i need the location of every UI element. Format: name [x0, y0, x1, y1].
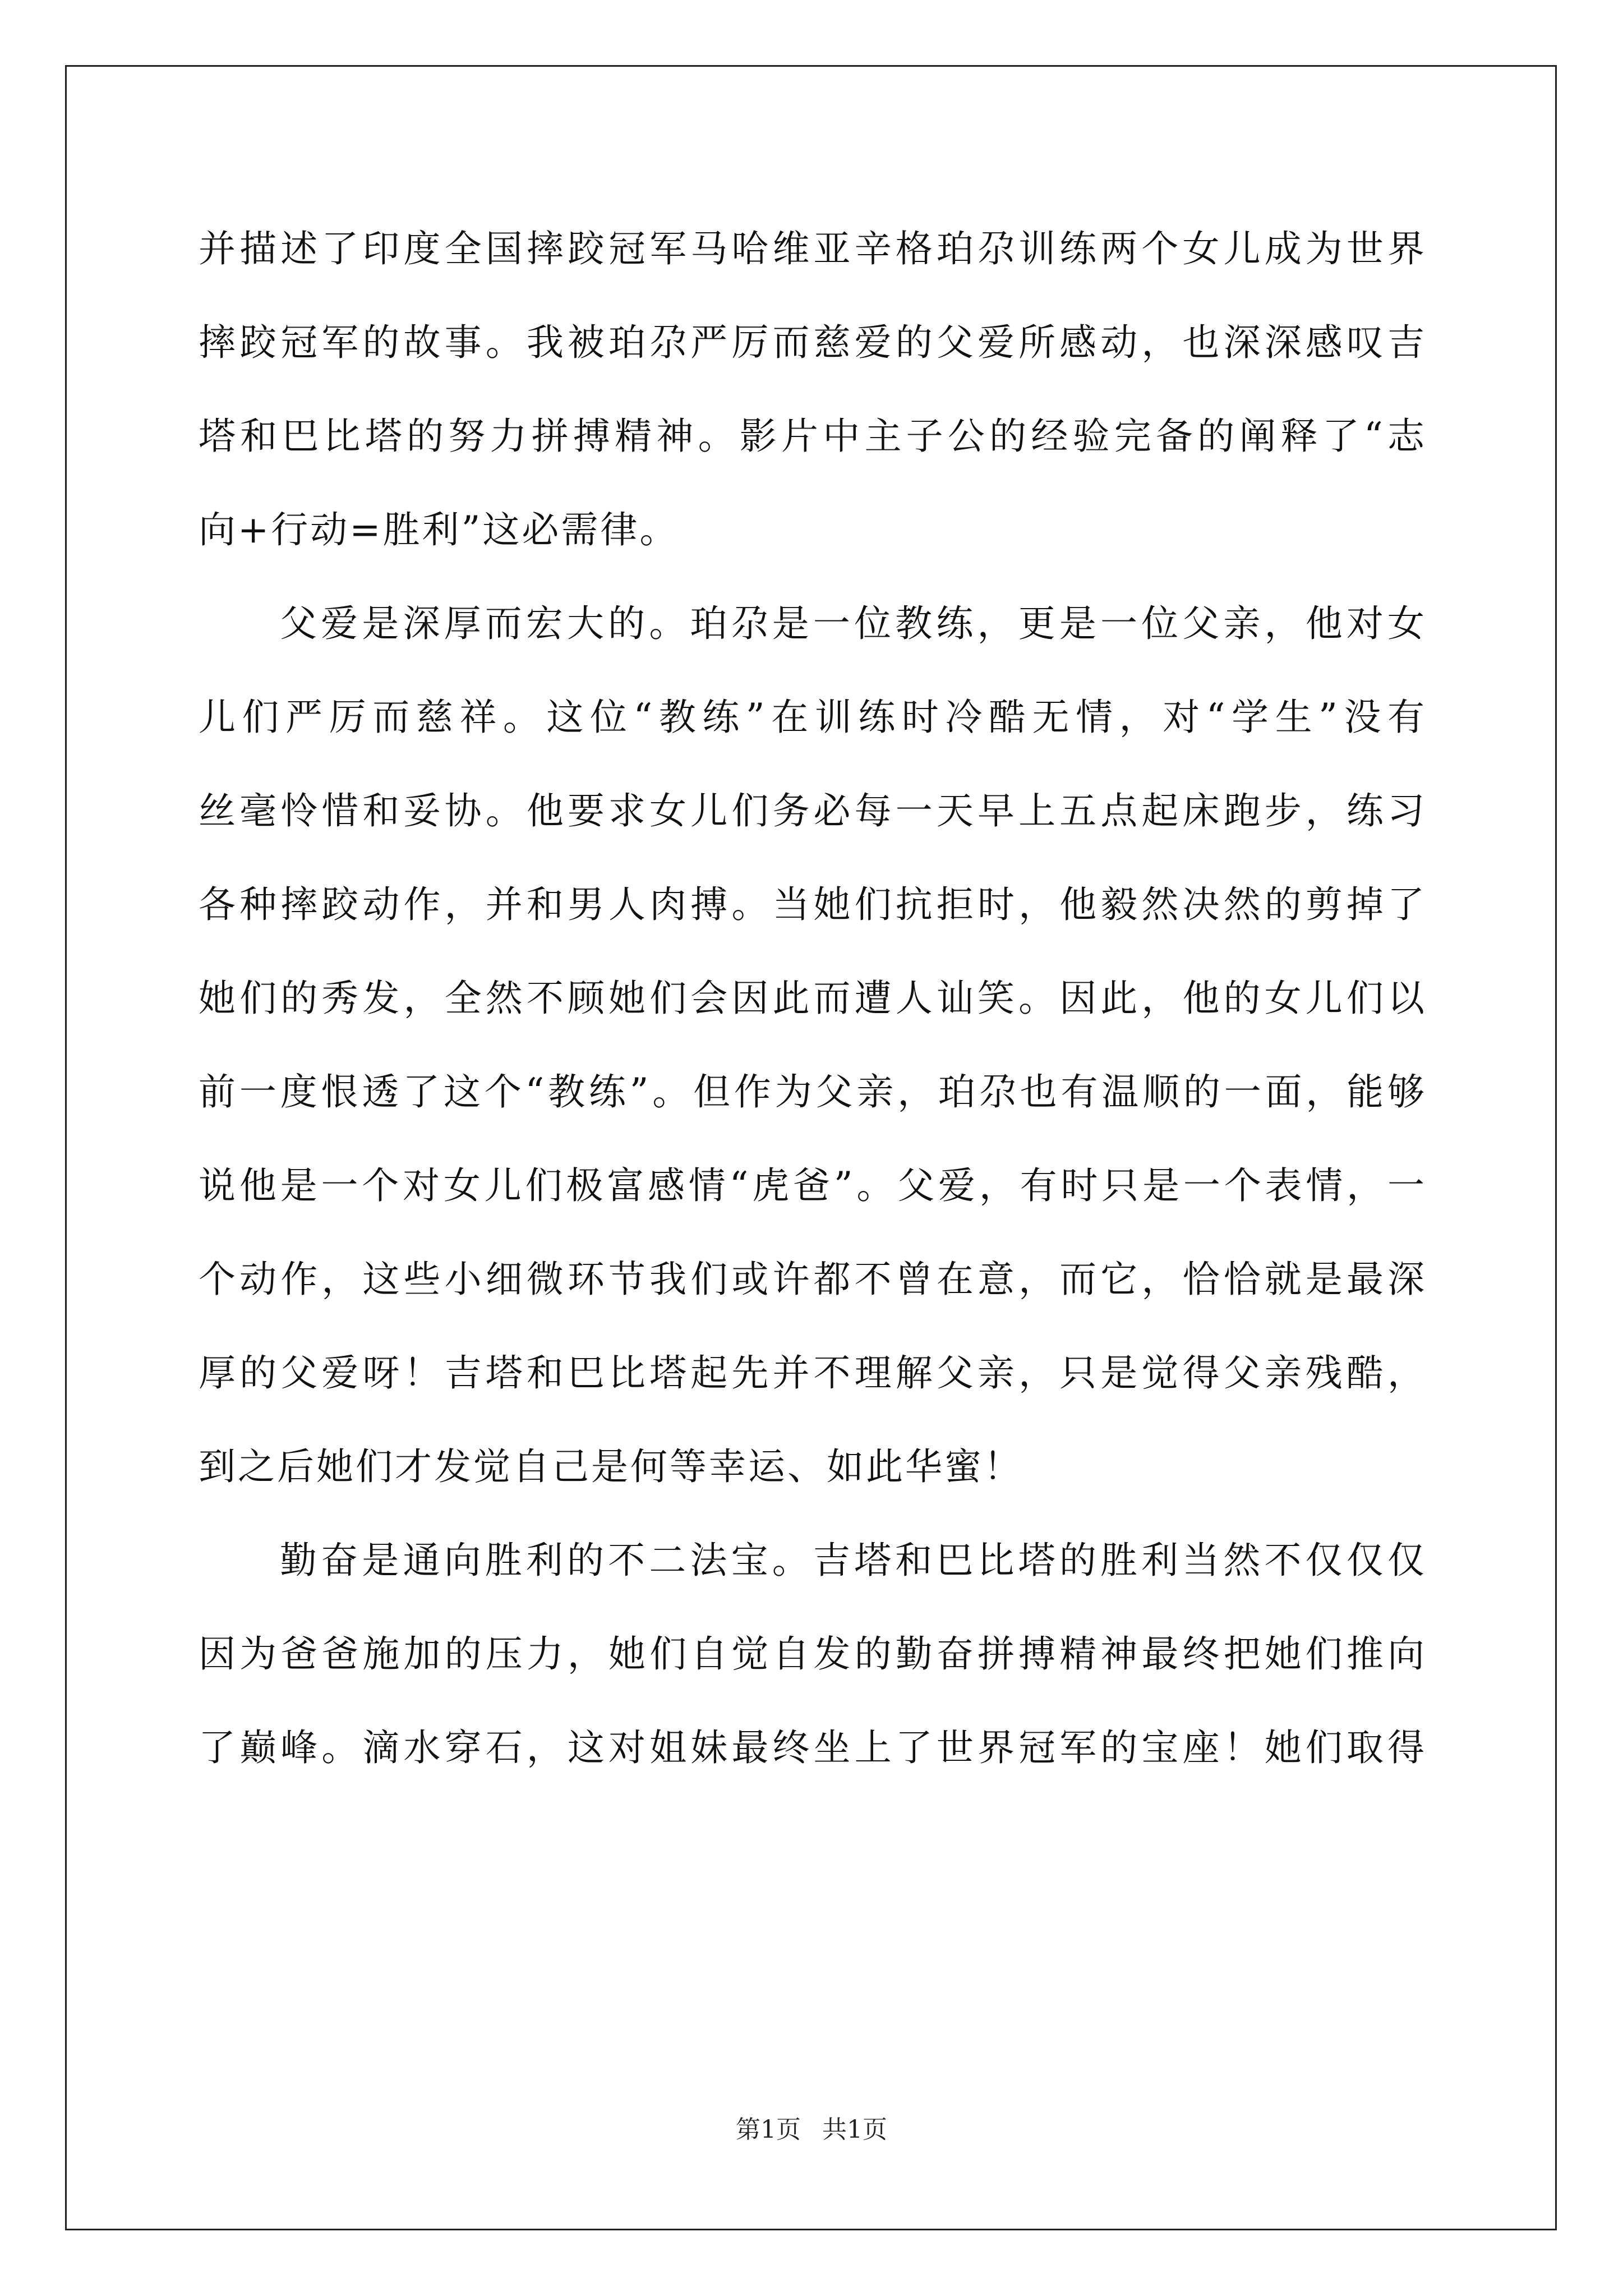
text-line: 她们的秀发，全然不顾她们会因此而遭人讪笑。因此，他的女儿们以: [199, 977, 1427, 1020]
text-line: 丝毫怜惜和妥协。他要求女儿们务必每一天早上五点起床跑步，练习: [199, 789, 1427, 832]
text-line: 了巅峰。滴水穿石，这对姐妹最终坐上了世界冠军的宝座！她们取得: [199, 1726, 1427, 1769]
text-line: 前一度恨透了这个“教练”。但作为父亲，珀尕也有温顺的一面，能够: [199, 1070, 1427, 1114]
text-line: 父爱是深厚而宏大的。珀尕是一位教练，更是一位父亲，他对女: [280, 602, 1427, 645]
text-line: 塔和巴比塔的努力拼搏精神。影片中主子公的经验完备的阐释了“志: [199, 415, 1427, 458]
text-line: 厚的父爱呀！吉塔和巴比塔起先并不理解父亲，只是觉得父亲残酷，: [199, 1351, 1427, 1395]
page-number: 第1页: [736, 2115, 801, 2144]
text-line: 向+行动=胜利”这必需律。: [199, 508, 679, 551]
text-line: 儿们严厉而慈祥。这位“教练”在训练时冷酷无情，对“学生”没有: [199, 696, 1427, 739]
text-line: 个动作，这些小细微环节我们或许都不曾在意，而它，恰恰就是最深: [199, 1258, 1427, 1301]
text-line: 摔跤冠军的故事。我被珀尕严厉而慈爱的父爱所感动，也深深感叹吉: [199, 321, 1427, 364]
text-line: 说他是一个对女儿们极富感情“虎爸”。父爱，有时只是一个表情，一: [199, 1164, 1427, 1207]
text-line: 各种摔跤动作，并和男人肉搏。当她们抗拒时，他毅然决然的剪掉了: [199, 883, 1427, 926]
page-footer: [0, 2109, 1623, 2145]
text-line: 到之后她们才发觉自己是何等幸运、如此华蜜！: [199, 1445, 1023, 1488]
text-line: 勤奋是通向胜利的不二法宝。吉塔和巴比塔的胜利当然不仅仅仅: [280, 1539, 1427, 1582]
document-body: [199, 202, 1427, 1795]
text-line: 因为爸爸施加的压力，她们自觉自发的勤奋拼搏精神最终把她们推向: [199, 1632, 1427, 1676]
text-line: 并描述了印度全国摔跤冠军马哈维亚辛格珀尕训练两个女儿成为世界: [199, 227, 1427, 270]
page-total: 共1页: [822, 2115, 887, 2144]
